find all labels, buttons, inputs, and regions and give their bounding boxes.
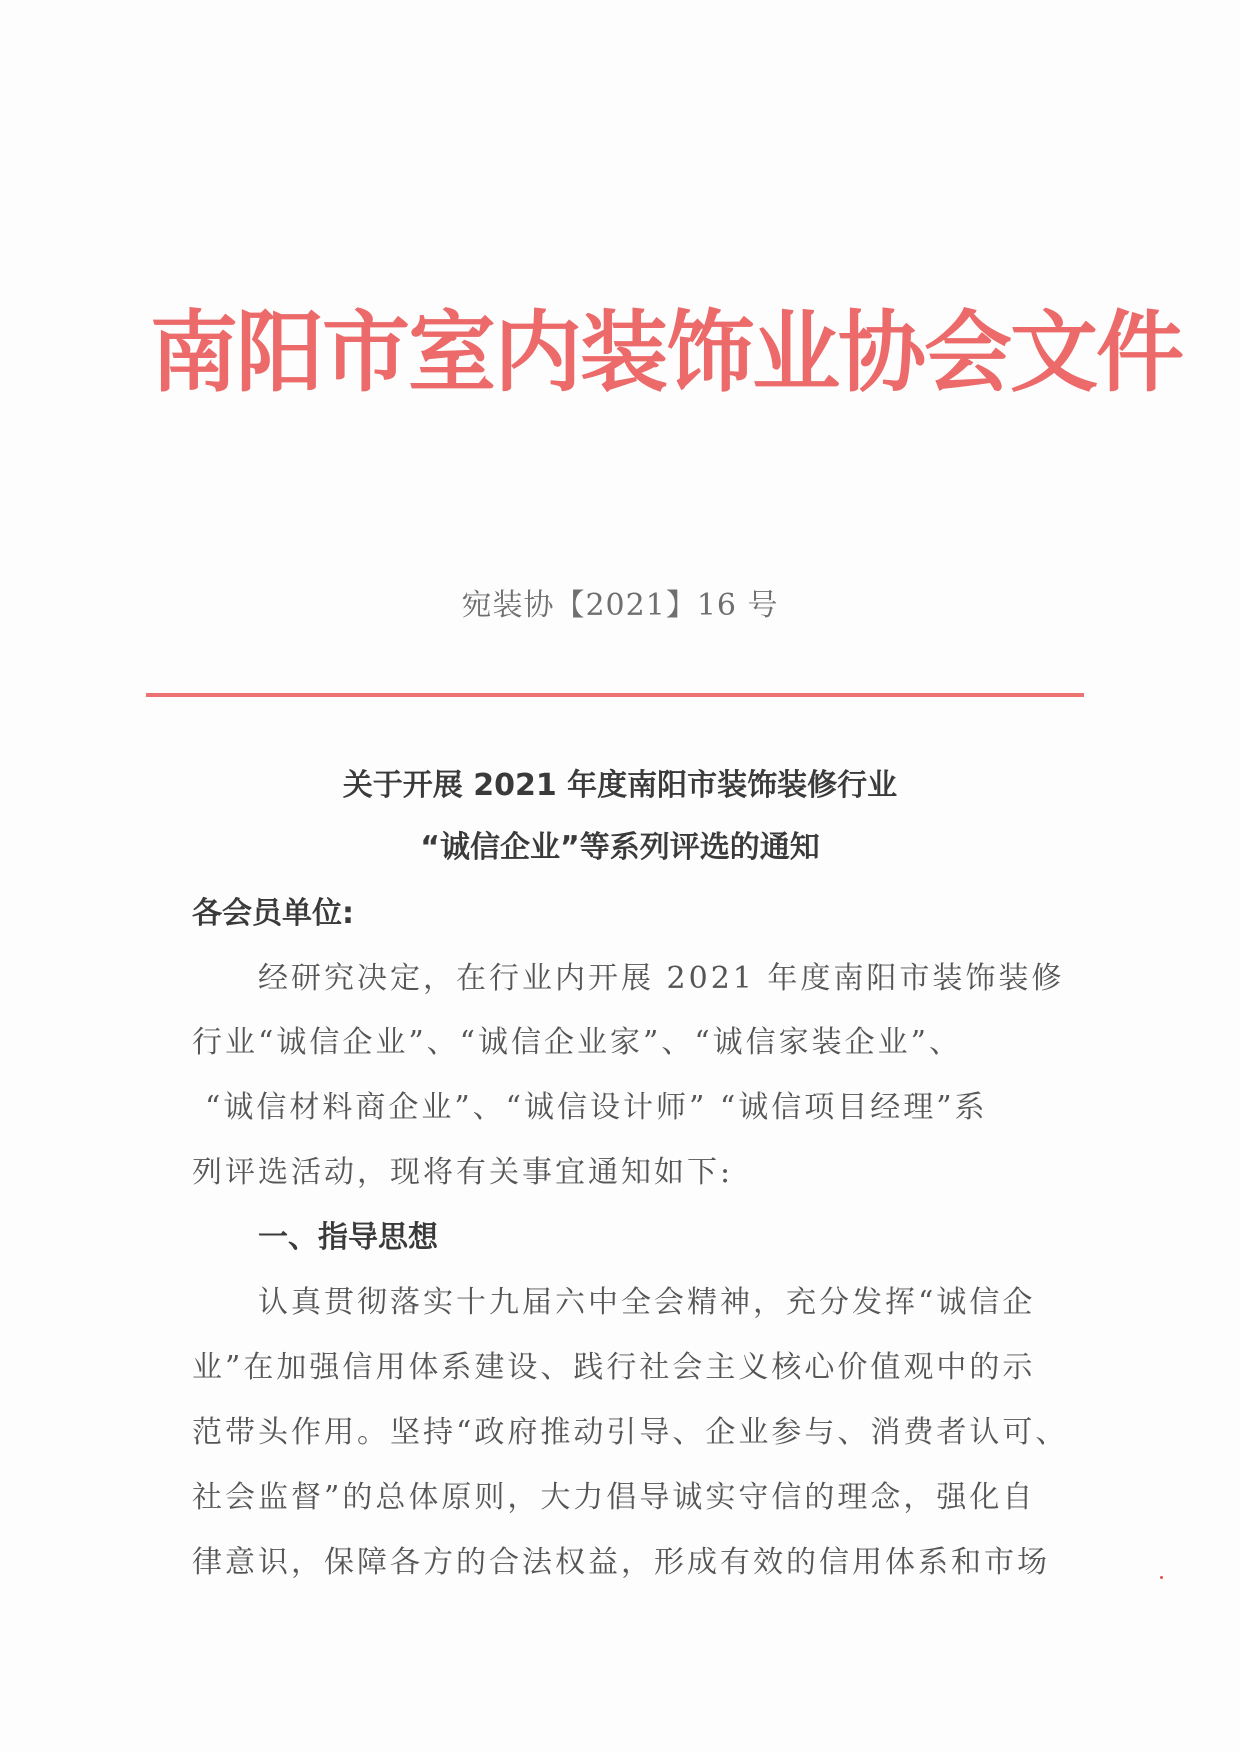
- intro-line-4: 列评选活动，现将有关事宜通知如下:: [192, 1155, 734, 1190]
- intro-line-1: 经研究决定，在行业内开展 2021 年度南阳市装饰装修: [258, 961, 1065, 996]
- intro-line-2: 行业“诚信企业”、“诚信企业家”、“诚信家装企业”、: [192, 1025, 963, 1060]
- salutation: 各会员单位:: [192, 896, 354, 931]
- scan-speck: [1160, 1576, 1163, 1579]
- section-1-line-4: 社会监督”的总体原则，大力倡导诚实守信的理念，强化自: [192, 1480, 1036, 1515]
- section-1-line-5: 律意识，保障各方的合法权益，形成有效的信用体系和市场: [192, 1545, 1050, 1580]
- section-1-heading: 一、指导思想: [258, 1220, 438, 1255]
- red-divider-rule: [146, 693, 1084, 697]
- notice-title-line-1: 关于开展 2021 年度南阳市装饰装修行业: [342, 768, 898, 803]
- section-1-line-2: 业”在加强信用体系建设、践行社会主义核心价值观中的示: [192, 1350, 1036, 1385]
- masthead-title: 南阳市室内装饰业协会文件: [150, 300, 1183, 404]
- document-number: 宛装协【2021】16 号: [461, 588, 779, 623]
- section-1-line-3: 范带头作用。坚持“政府推动引导、企业参与、消费者认可、: [192, 1415, 1069, 1450]
- section-1-line-1: 认真贯彻落实十九届六中全会精神，充分发挥“诚信企: [258, 1285, 1036, 1320]
- intro-line-3: “诚信材料商企业”、“诚信设计师” “诚信项目经理”系: [205, 1090, 988, 1125]
- notice-title-line-2: “诚信企业”等系列评选的通知: [420, 830, 820, 865]
